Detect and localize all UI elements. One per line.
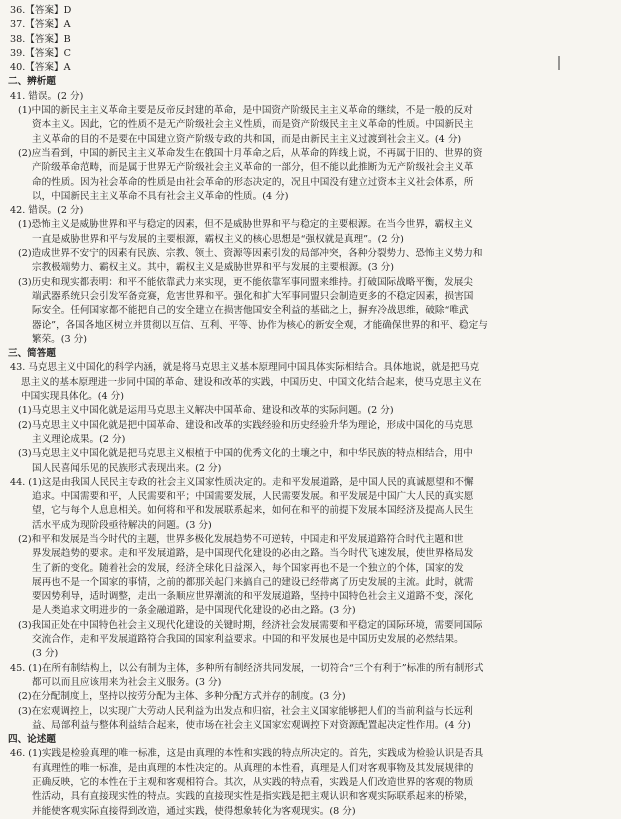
- answer-text-block: [8, 4, 607, 819]
- text-line: 37.【答案】A: [10, 19, 71, 31]
- section-heading: 三、简答题: [8, 348, 56, 360]
- text-line: 36.【答案】D: [10, 5, 72, 16]
- text-line: 际安全。任何国家都不能把自己的安全建立在损害他国安全利益的基础之上，摒弃冷战思维，破除“唯武: [32, 305, 469, 317]
- text-line: (3)马克思主义中国化就是把马克思主义根植于中国的优秀文化的土壤之中，和中华民族的特点相结合，用中: [18, 448, 473, 460]
- text-line: 并能使客观实际直接得到改造，通过实践，使得想象转化为客观现实。(8 分): [32, 805, 356, 817]
- text-line: 产阶级革命范畴，而是属于世界无产阶级社会主义革命的一部分，但不能以此推断为无产阶级社会主义革: [32, 162, 474, 174]
- section-heading: 四、论述题: [8, 734, 56, 746]
- text-line: 正确反映，它的本性在于主观和客观相符合。其次，从实践的特点看，实践是人们改造世界的客观的物质: [32, 777, 474, 789]
- text-line: 43. 马克思主义中国化的科学内涵，就是将马克思主义基本原理同中国具体实际相结合。具体地说，就是把马克: [10, 362, 480, 374]
- text-line: 国人民喜闻乐见的民族形式表现出来。(2 分): [32, 462, 222, 474]
- text-line: 39.【答案】C: [10, 47, 71, 59]
- text-line: 40.【答案】A: [10, 62, 71, 74]
- text-line: (2)应当看到，中国的新民主主义革命发生在俄国十月革命之后，从革命的阵线上说，不再属于旧的、世界的资: [18, 147, 483, 159]
- text-line: 38.【答案】B: [10, 33, 71, 45]
- section-heading: 二、辨析题: [8, 76, 56, 88]
- text-line: 生了新的变化。随着社会的发展，经济全球化日益深入，每个国家再也不是一个独立的个体，国家的发: [32, 562, 464, 574]
- text-line: 以，中国新民主主义革命不具有社会主义革命的性质。(4 分): [32, 190, 289, 202]
- text-line: 资本主义。因此，它的性质不是无产阶级社会主义性质，而是资产阶级民主主义革命的性质。中国新民主: [32, 119, 474, 131]
- text-line: (3)我国正处在中国特色社会主义现代化建设的关键时期，经济社会发展需要和平稳定的国际环境，需要同国际: [18, 619, 483, 631]
- text-line: 追求。中国需要和平，人民需要和平；中国需要发展，人民需要发展。和平发展是中国广大人民的真实愿: [32, 491, 474, 503]
- text-line: 端武器系统只会引发军备竞赛，危害世界和平。强化和扩大军事同盟只会制造更多的不稳定因素，损害国: [32, 290, 474, 302]
- text-line: 益、局部利益与整体利益结合起来，使市场在社会主义国家宏观调控下对资源配置起决定性作用。(4 分): [32, 719, 471, 731]
- text-line: 活水平成为现阶段亟待解决的问题。(3 分): [32, 519, 212, 531]
- text-line: 有真理性的唯一标准，是由真理的本性决定的。从真理的本性看，真理是人们对客观事物及其发展规律的: [32, 762, 474, 774]
- text-line: 性活动，具有直接现实性的特点。实践的直接现实性是指实践是把主观认识和客观实际联系起来的桥梁，: [32, 791, 474, 803]
- text-line: (2)在分配制度上，坚持以按劳分配为主体、多种分配方式并存的制度。(3 分): [18, 691, 346, 703]
- text-line: (3 分): [32, 648, 59, 660]
- text-line: 宗教极端势力、霸权主义。其中，霸权主义是威胁世界和平与发展的主要根源。(3 分): [32, 262, 395, 274]
- text-line: 42. 错误。(2 分): [10, 205, 84, 217]
- text-line: 41. 错误。(2 分): [10, 90, 84, 102]
- text-line: (2)马克思主义中国化就是把中国革命、建设和改革的实践经验和历史经验升华为理论，形成中国化的马克思: [18, 419, 473, 431]
- text-line: (3)在宏观调控上，以实现广大劳动人民利益为出发点和归宿，社会主义国家能够把人们的当前利益与长远利: [18, 705, 473, 717]
- text-line: 展再也不是一个国家的事情，之前的都那关起门来搞自己的建设已经带离了历史发展的主流。此时，就需: [32, 576, 474, 588]
- text-line: 主义理论成果。(2 分): [32, 433, 126, 445]
- pen-mark: [558, 56, 560, 70]
- text-line: 要因势利导，适时调整，走出一条顺应世界潮流的和平发展道路，坚持中国特色社会主义道路不变，深化: [32, 591, 474, 603]
- text-line: 45. (1)在所有制结构上，以公有制为主体，多种所有制经济共同发展，一切符合“三个有利于”标准的所有制形式: [10, 662, 484, 674]
- text-line: 交流合作，走和平发展道路符合我国的国家利益要求。中国的和平发展也是中国历史发展的必然结果。: [32, 634, 464, 646]
- text-line: 界发展趋势的要求。走和平发展道路，是中国现代化建设的必由之路。当今时代飞速发展，使世界格局发: [32, 548, 474, 560]
- text-line: (1)恐怖主义是威胁世界和平与稳定的因素，但不是威胁世界和平与稳定的主要根源。在当今世界，霸权主义: [18, 219, 473, 231]
- text-line: 都可以而且应该用来为社会主义服务。(3 分): [32, 676, 222, 688]
- text-line: (2)和平和发展是当今时代的主题，世界多极化发展趋势不可逆转，中国走和平发展道路符合时代主题和世: [18, 533, 464, 545]
- text-line: 是人类追求文明进步的一条金融道路，是中国现代化建设的必由之路。(3 分): [32, 605, 356, 617]
- text-line: 主义革命的目的不是要在中国建立资产阶级专政的共和国，而是由新民主主义过渡到社会主义。(4 分): [32, 133, 462, 145]
- text-line: 器论”，各国各地区树立并贯彻以互信、互利、平等、协作为核心的新安全观，才能确保世界的和平、稳定与: [32, 319, 488, 331]
- text-line: 46. (1)实践是检验真理的唯一标准，这是由真理的本性和实践的特点所决定的。首先，实践成为检验认识是否具: [10, 748, 484, 760]
- text-line: (2)造成世界不安宁的因素有民族、宗教、领土、资源等因素引发的局部冲突，各种分裂势力、恐怖主义势力和: [18, 248, 483, 260]
- text-line: 一直是威胁世界和平与发展的主要根源，霸权主义的核心思想是“强权就是真理”。(2 分): [32, 233, 404, 245]
- text-line: 中国实现具体化。(4 分): [21, 391, 124, 403]
- text-line: 44. (1)这是由我国人民民主专政的社会主义国家性质决定的。走和平发展道路，是中国人民的真诚愿望和不懈: [10, 476, 474, 488]
- text-line: 望，它与每个人息息相关。如何将和平和发展联系起来，如何在和平的前提下发展本国经济及提高人民生: [32, 505, 474, 517]
- text-line: (1)马克思主义中国化就是运用马克思主义解决中国革命、建设和改革的实际问题。(2 分): [18, 405, 394, 417]
- text-line: (1)中国的新民主主义革命主要是反帝反封建的革命，是中国资产阶级民主主义革命的继续，不是一般的反对: [18, 105, 473, 117]
- text-line: (3)历史和现实都表明：和平不能依靠武力来实现，更不能依靠军事同盟来维持。打破国际战略平衡，发展尖: [18, 276, 473, 288]
- text-line: 繁荣。(3 分): [32, 333, 88, 345]
- text-line: 思主义的基本原理进一步同中国的革命、建设和改革的实践，中国历史、中国文化结合起来，使马克思主义在: [21, 376, 482, 388]
- text-line: 命的性质。因为社会革命的性质是由社会革命的形态决定的，况且中国没有建立过资本主义社会体系，所: [32, 176, 474, 188]
